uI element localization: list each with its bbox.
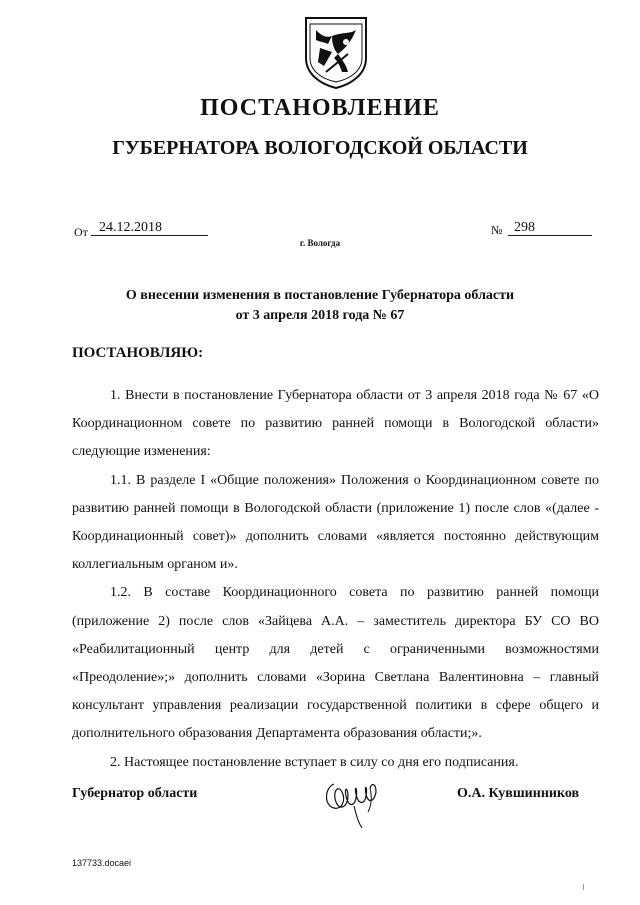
subject-heading: [60, 286, 580, 326]
signatory-title: Губернатор области: [72, 786, 198, 801]
signatory-name: О.А. Кувшинников: [457, 786, 580, 801]
coat-of-arms-icon: [302, 14, 370, 90]
document-code: 137733.docaei: [72, 858, 132, 868]
city-label: г. Вологда: [299, 238, 341, 248]
scan-mark: [583, 884, 584, 890]
decree-word: ПОСТАНОВЛЯЮ:: [72, 345, 204, 361]
paragraph-1-1: 1.1. В разделе I «Общие положения» Положения о Координационном совете по развитию ранней помощи в Вологодской области (приложение 1) после слов «(далее - Координационный совет)» дополнить словами «является постоянно действующим коллегиальным органом и».: [72, 472, 599, 573]
subject-line-1: О внесении изменения в постановление Губернатора области: [125, 288, 515, 303]
subject-line-2: от 3 апреля 2018 года № 67: [235, 308, 405, 323]
paragraph-1: 1. Внести в постановление Губернатора области от 3 апреля 2018 года № 67 «О Координационном совете по развитию ранней помощи в Вологодской области» следующие изменения:: [72, 388, 599, 460]
paragraph-1-2: 1.2. В составе Координационного совета по развитию ранней помощи (приложение 2) после слов «Зайцева А.А. – заместитель директора БУ СО ВО «Реабилитационный центр для детей с ограниченными возможностями «Преодоление»;» дополнить словами «Зорина Светлана Валентиновна – главный консультант управления реализации государственной политики в сфере общего и дополнительного образования Департамента образования области;».: [72, 585, 599, 742]
document-subtitle: ГУБЕРНАТОРА ВОЛОГОДСКОЙ ОБЛАСТИ: [112, 137, 528, 159]
date-prefix: От: [74, 225, 88, 239]
body-text: [72, 382, 599, 777]
number-field: 298: [508, 220, 592, 236]
date-field: 24.12.2018: [91, 220, 208, 236]
paragraph-2: 2. Настоящее постановление вступает в силу со дня его подписания.: [110, 754, 519, 770]
number-prefix: №: [491, 223, 503, 237]
signature-icon: [318, 762, 388, 832]
document-title: ПОСТАНОВЛЕНИЕ: [200, 95, 440, 121]
